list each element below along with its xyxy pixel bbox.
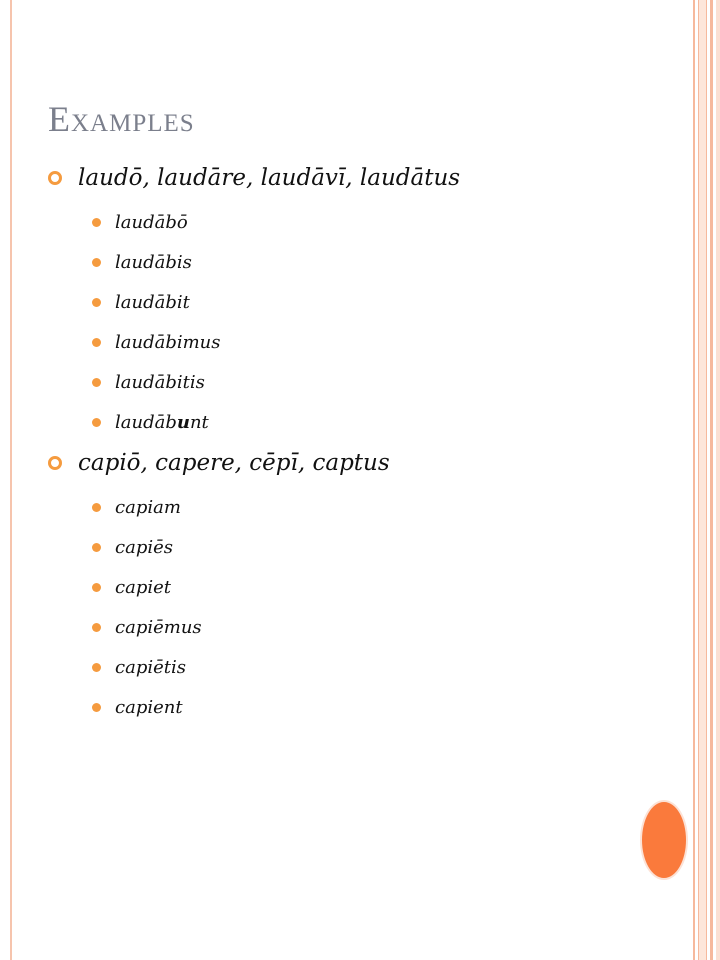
list-item [92, 402, 460, 442]
list-item-prefix: laudāb [115, 411, 177, 433]
list-item-text: laudābō [115, 211, 188, 233]
dot-bullet-icon [92, 218, 101, 227]
list-item [92, 242, 460, 282]
dot-bullet-icon [92, 298, 101, 307]
dot-bullet-icon [92, 663, 101, 672]
list-item [92, 202, 460, 242]
dot-bullet-icon [92, 543, 101, 552]
section-heading-row [48, 445, 390, 481]
section-laudo [48, 160, 460, 442]
list-item [92, 687, 390, 727]
list-item-text: capiēs [115, 536, 173, 558]
section-heading: capiō, capere, cēpī, captus [78, 450, 390, 476]
list-item [92, 607, 390, 647]
list-item-text: laudābit [115, 291, 190, 313]
frame-stripe [698, 0, 707, 960]
right-frame-stripes [684, 0, 720, 960]
list-item-text: laudābimus [115, 331, 221, 353]
list-item-text: capient [115, 696, 183, 718]
dot-bullet-icon [92, 703, 101, 712]
decorative-accent-oval [640, 800, 688, 880]
list-item-text: capiet [115, 576, 171, 598]
dot-bullet-icon [92, 503, 101, 512]
dot-bullet-icon [92, 338, 101, 347]
list-item-text: laudābitis [115, 371, 205, 393]
left-frame-border [0, 0, 12, 960]
list-item [92, 567, 390, 607]
list-item-text: capiēmus [115, 616, 202, 638]
list-item-text [115, 412, 209, 433]
list-item [92, 527, 390, 567]
list-item [92, 647, 390, 687]
list-item-emphasis: u [176, 411, 190, 433]
frame-stripe [710, 0, 713, 960]
section-capio [48, 445, 390, 727]
section-heading: laudō, laudāre, laudāvī, laudātus [78, 165, 461, 191]
dot-bullet-icon [92, 258, 101, 267]
conjugation-list [48, 487, 390, 727]
list-item-text: capiētis [115, 656, 186, 678]
list-item [92, 322, 460, 362]
ring-bullet-icon [48, 171, 62, 185]
conjugation-list [48, 202, 460, 442]
list-item-text: capiam [115, 496, 181, 518]
list-item-suffix: nt [189, 411, 209, 433]
frame-stripe [716, 0, 720, 960]
frame-stripe [693, 0, 695, 960]
list-item [92, 362, 460, 402]
slide-title: Examples [48, 99, 195, 139]
section-heading-row [48, 160, 460, 196]
ring-bullet-icon [48, 456, 62, 470]
dot-bullet-icon [92, 418, 101, 427]
list-item [92, 282, 460, 322]
dot-bullet-icon [92, 623, 101, 632]
list-item [92, 487, 390, 527]
dot-bullet-icon [92, 583, 101, 592]
list-item-text: laudābis [115, 251, 192, 273]
dot-bullet-icon [92, 378, 101, 387]
